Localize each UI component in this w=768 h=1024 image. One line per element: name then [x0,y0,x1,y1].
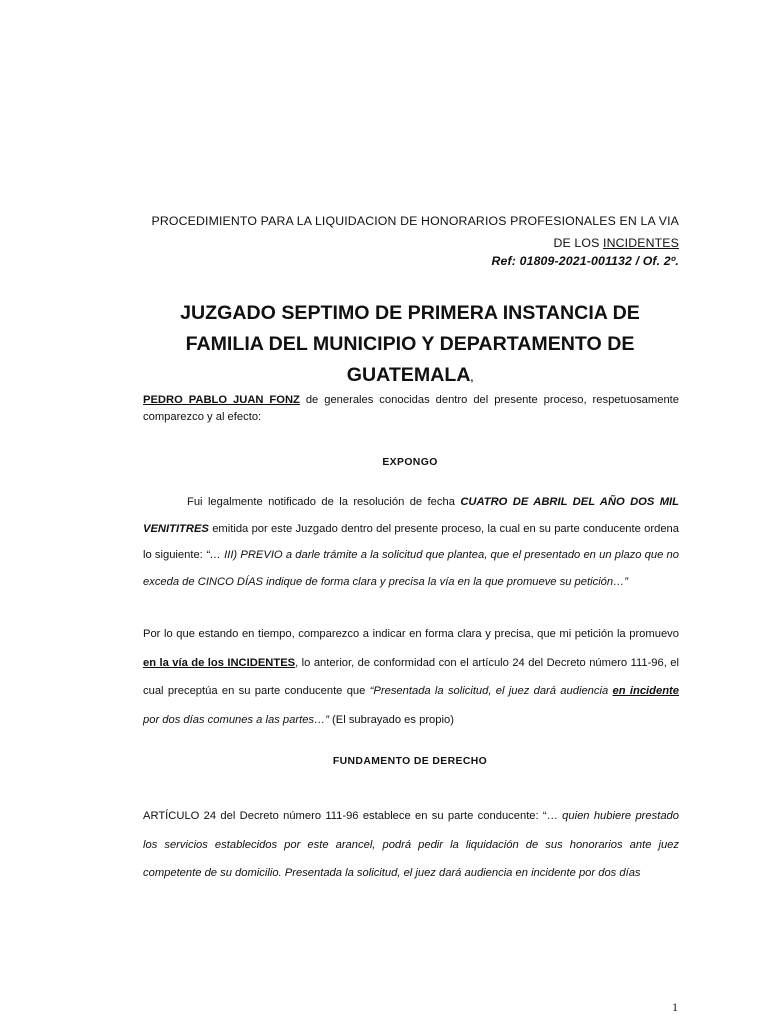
court-title-line-3 [140,360,680,394]
header-incidentes-underlined: INCIDENTES [603,236,679,250]
notice-text-1: Fui legalmente notificado de la resolución de fecha [187,496,461,508]
reference-number: Ref: 01809-2021-001132 / Of. 2º. [491,254,679,268]
header-line-1: PROCEDIMIENTO PARA LA LIQUIDACION DE HONORARIOS PROFESIONALES EN LA VIA [151,214,679,228]
article-paragraph [143,802,679,888]
notice-text-2: emitida por este Juzgado dentro del presente proceso, la cual en su parte conducente ordena lo siguiente: [143,522,679,562]
header-reference [140,251,679,271]
intro-text: de generales conocidas dentro del presente proceso, respetuosamente comparezco y al efecto: [143,394,679,423]
page-number: 1 [672,1000,678,1014]
request-text-3: (El subrayado es propio) [328,713,454,726]
request-text-1: Por lo que estando en tiempo, comparezco a indicar en forma clara y precisa, que mi petición la promuevo [143,628,679,640]
intro-paragraph [143,392,679,426]
court-title-line-1: JUZGADO SEPTIMO DE PRIMERA INSTANCIA DE [180,302,640,324]
notice-quote: “… III) PREVIO a darle trámite a la solicitud que plantea, que el presentado en un plazo que no exceda de CINCO DÍAS indique de forma clara y precisa la vía en la que promueve su petición…” [143,549,679,588]
notice-date: CUATRO DE ABRIL DEL AÑO DOS MIL VENITITRES [143,496,679,535]
court-title-guatemala: GUATEMALA [346,364,471,386]
header-procedure-title [130,211,679,231]
court-title [140,298,680,394]
request-text-2: , lo anterior, de conformidad con el artículo 24 del Decreto número 111-96, el cual preceptúa en su parte conducente que [143,656,680,697]
request-quote-2: por dos días comunes a las partes…” [143,713,329,726]
request-quote-en-incidente: en incidente [612,685,679,697]
request-paragraph [143,620,679,734]
header-line-2-prefix: DE LOS [553,236,604,250]
court-title-line-2: FAMILIA DEL MUNICIPIO Y DEPARTAMENTO DE [185,333,635,355]
petitioner-name: PEDRO PABLO JUAN FONZ [143,394,300,406]
article-quote: quien hubiere prestado los servicios establecidos por este arancel, podrá pedir la liquidación de sus honorarios ante juez competente de su domicilio. Presentada la solicitud, el juez dará audiencia en incidente por dos días [143,810,679,879]
expongo-heading: EXPONGO [382,457,438,468]
article-text-1: ARTÍCULO 24 del Decreto número 111-96 establece en su parte conducente: “… [143,810,563,822]
header-procedure-title-cont [140,233,679,253]
notice-paragraph [143,489,679,595]
request-quote-1: “Presentada la solicitud, el juez dará audiencia [369,685,613,697]
fundamento-heading: FUNDAMENTO DE DERECHO [332,756,488,767]
court-title-comma: , [470,373,474,384]
request-via-incidentes: en la vía de los INCIDENTES [143,656,296,669]
